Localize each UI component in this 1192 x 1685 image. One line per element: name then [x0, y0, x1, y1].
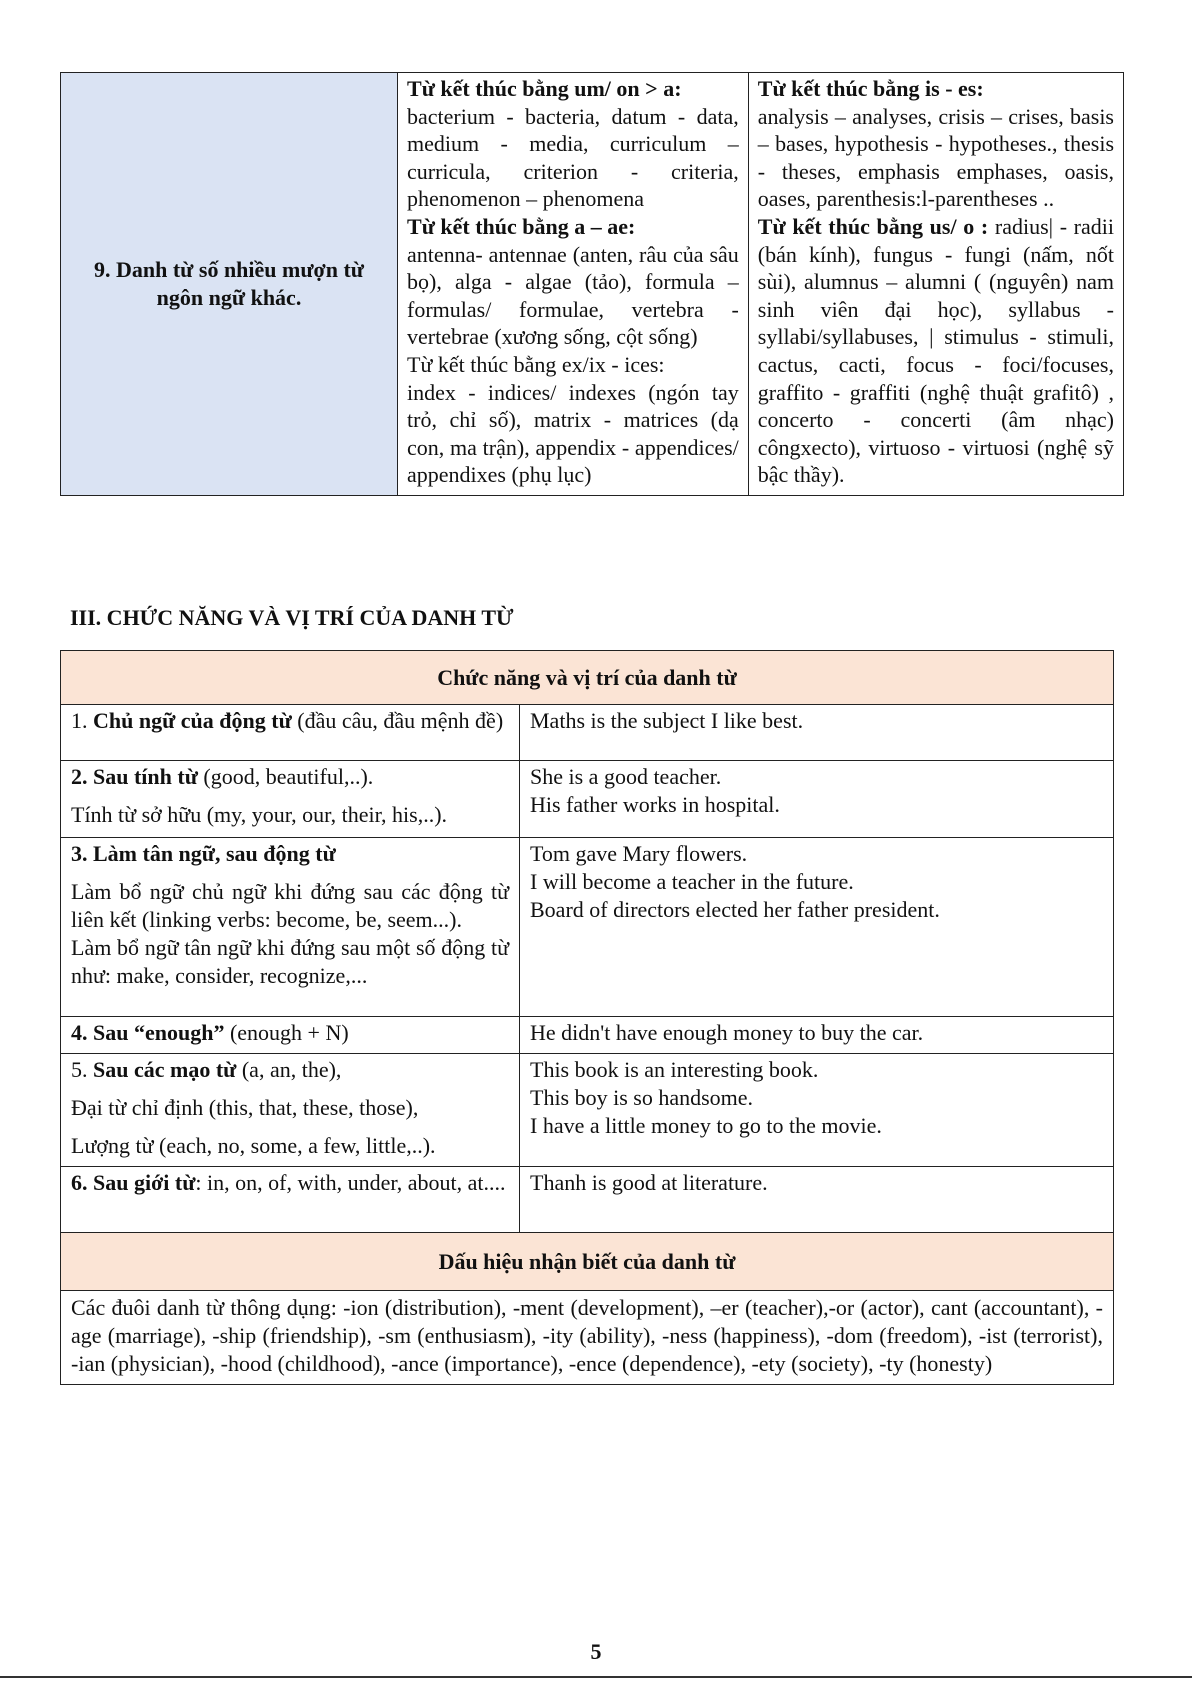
function-cell [61, 1167, 520, 1233]
function-title: 3. Làm tân ngữ, sau động từ [71, 841, 336, 866]
function-title: 6. Sau giới từ [71, 1170, 196, 1195]
endings-column-1 [398, 73, 749, 496]
function-detail: (enough + N) [224, 1020, 349, 1045]
function-cell [61, 1017, 520, 1054]
function-note: Lượng từ (each, no, some, a few, little,..). [71, 1133, 436, 1158]
example-sentence: Maths is the subject I like best. [530, 708, 804, 733]
example-cell [520, 1054, 1114, 1167]
example-sentence: She is a good teacher. [530, 764, 722, 789]
row-number: 1. [71, 708, 88, 733]
ending-heading: Từ kết thúc bằng is - es: [757, 76, 984, 101]
function-detail: (đầu câu, đầu mệnh đề) [291, 708, 504, 733]
table-row [61, 1017, 1114, 1054]
function-title: Sau các mạo từ [87, 1057, 237, 1082]
signs-text: Các đuôi danh từ thông dụng: -ion (distribution), -ment (development), –er (teacher),-or (actor), cant (accountant), -age (marriage), -ship (friendship), -sm (enthusiasm), -ity (ability), -ness (happiness), -dom (freedom), -ist (terrorist), -ian (physician), -hood (childhood), -ance (importance), -ence (dependence), -ety (society), -ty (honesty) [61, 1291, 1114, 1385]
example-sentence: I will become a teacher in the future. [530, 869, 854, 894]
example-sentence: I have a little money to go to the movie. [530, 1113, 882, 1138]
function-detail: (a, an, the), [236, 1057, 342, 1082]
function-cell [61, 838, 520, 1017]
example-cell [520, 1167, 1114, 1233]
function-title: 4. Sau “enough” [71, 1020, 225, 1045]
ending-examples: index - indices/ indexes (ngón tay trỏ, chỉ số), matrix - matrices (dạ con, ma trận), appendix - appendices/ appendixes (phụ lục) [407, 379, 739, 488]
example-sentence: This boy is so handsome. [530, 1085, 754, 1110]
example-cell [520, 838, 1114, 1017]
example-sentence: His father works in hospital. [530, 792, 780, 817]
ending-heading: Từ kết thúc bằng a – ae: [407, 213, 636, 239]
ending-examples: bacterium - bacteria, datum - data, medium - media, curriculum – curricula, criterion - criteria, phenomenon – phenomena [407, 103, 739, 212]
function-note: Tính từ sở hữu (my, your, our, their, his,..). [71, 802, 448, 827]
function-detail: : in, on, of, with, under, about, at.... [195, 1170, 506, 1195]
function-note: Làm bổ ngữ chủ ngữ khi đứng sau các động từ liên kết (linking verbs: become, be, seem...). [71, 879, 509, 932]
ending-heading: Từ kết thúc bằng um/ on > a: [407, 76, 682, 101]
example-sentence: Tom gave Mary flowers. [530, 841, 748, 866]
ending-paragraph [758, 213, 1114, 489]
example-sentence: This book is an interesting book. [530, 1057, 819, 1082]
function-title: Chủ ngữ của động từ [87, 708, 292, 733]
endings-column-2 [748, 73, 1123, 496]
table-row [61, 1054, 1114, 1167]
row-number: 5. [71, 1057, 88, 1082]
function-note: Đại từ chỉ định (this, that, these, those), [71, 1095, 419, 1120]
function-cell [61, 1054, 520, 1167]
example-sentence: He didn't have enough money to buy the car. [530, 1020, 924, 1045]
section-heading: III. CHỨC NĂNG VÀ VỊ TRÍ CỦA DANH TỪ [70, 605, 514, 630]
example-cell [520, 761, 1114, 838]
row-label: 9. Danh từ số nhiều mượn từ ngôn ngữ khác. [61, 73, 398, 496]
table-row [61, 838, 1114, 1017]
example-sentence: Board of directors elected her father president. [530, 897, 940, 922]
function-cell [61, 761, 520, 838]
plural-nouns-table [60, 72, 1124, 496]
ending-heading: Từ kết thúc bằng us/ o : [757, 213, 989, 239]
example-cell [520, 1017, 1114, 1054]
function-title: 2. Sau tính từ [71, 764, 198, 789]
ending-examples: antenna- antennae (anten, râu của sâu bọ), alga - algae (tảo), formula – formulas/ formulae, vertebra - vertebrae (xương sống, cột sống) [407, 241, 739, 350]
noun-function-table [60, 650, 1114, 1385]
example-sentence: Thanh is good at literature. [530, 1170, 768, 1195]
table-row [61, 705, 1114, 761]
page-number: 5 [590, 1639, 602, 1664]
footer-divider [0, 1676, 1192, 1678]
ending-heading: Từ kết thúc bằng ex/ix - ices: [407, 351, 665, 377]
function-cell [61, 705, 520, 761]
table-header: Chức năng và vị trí của danh từ [61, 651, 1114, 705]
table-row [61, 761, 1114, 838]
ending-examples: analysis – analyses, crisis – crises, basis – bases, hypothesis - hypotheses., thesis - theses, emphasis emphases, oasis, oases, parenthesis:l-parentheses .. [757, 103, 1114, 212]
table-row [61, 1291, 1114, 1385]
ending-examples: radius| - radii (bán kính), fungus - fungi (nấm, nốt sùi), alumnus – alumni ( (nguyên) nam sinh viên đại học), syllabus - syllabi/syllabuses, | stimulus - stimuli, cactus, cacti, focus - foci/focuses, graffito - graffiti (nghệ thuật grafitô) , concerto - concerti (âm nhạc) côngxecto), virtuoso - virtuosi (nghệ sỹ bậc thầy). [757, 213, 1115, 488]
function-detail: (good, beautiful,..). [197, 764, 374, 789]
function-note: Làm bổ ngữ tân ngữ khi đứng sau một số động từ như: make, consider, recognize,... [71, 935, 509, 988]
table-row [61, 1167, 1114, 1233]
signs-header: Dấu hiệu nhận biết của danh từ [61, 1233, 1114, 1291]
example-cell [520, 705, 1114, 761]
